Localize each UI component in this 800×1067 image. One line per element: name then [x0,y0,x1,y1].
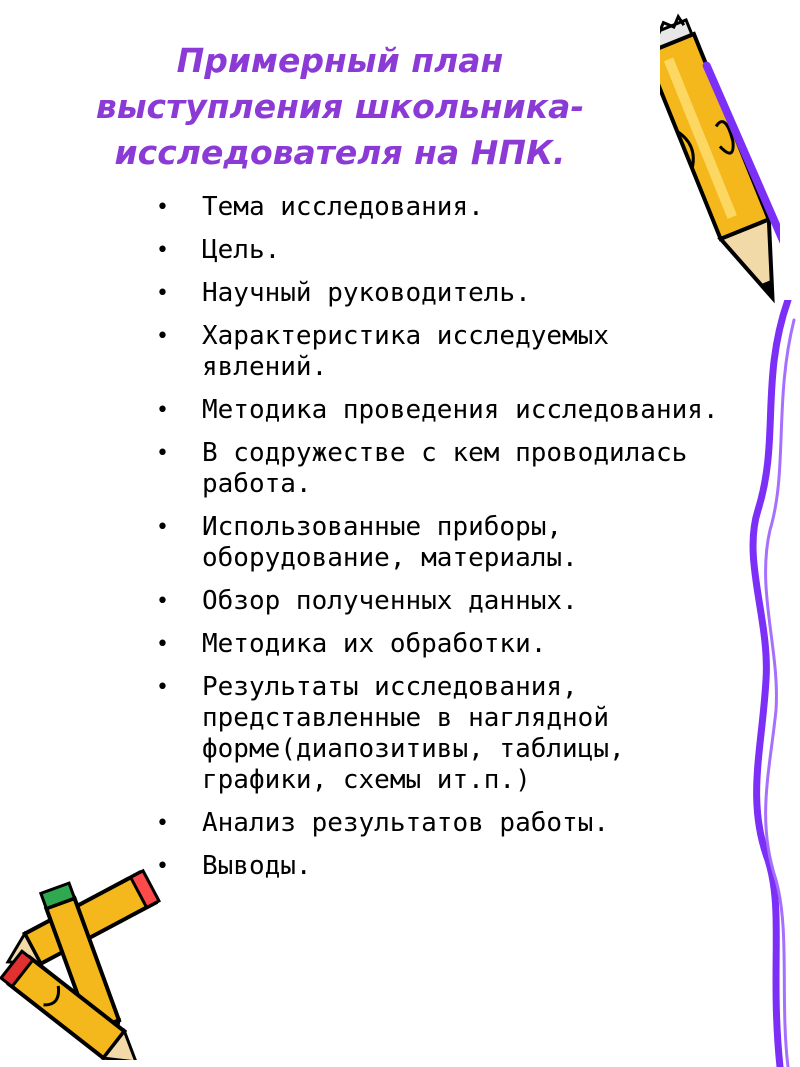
list-item [150,808,750,839]
title-line-2: выступления школьника- [95,87,585,126]
list-item [150,321,750,383]
list-item [150,512,750,574]
list-item [150,395,750,426]
list-item-text: Выводы. [202,851,312,881]
list-item [150,851,750,882]
list-item-text: Методика их обработки. [202,629,547,659]
list-item-text: Научный руководитель. [202,278,531,308]
bullet-icon: • [156,632,169,657]
page-title [60,38,620,176]
bullet-icon: • [156,515,169,540]
bullet-icon: • [156,441,169,466]
list-item-text: Использованные приборы, оборудование, материалы. [202,512,578,573]
list-item-text: Тема исследования. [202,192,484,222]
ribbon-decoration-icon [740,300,800,1067]
pencils-clipart-icon [0,850,170,1060]
list-item-text: Результаты исследования, представленные в наглядной форме(диапозитивы, таблицы, графики, схемы ит.п.) [202,672,625,795]
list-item-text: Цель. [202,235,281,265]
list-item-text: Методика проведения исследования. [202,395,719,425]
bullet-icon: • [156,398,169,423]
bullet-icon: • [156,238,169,263]
bullet-icon: • [156,811,169,836]
list-item-text: Анализ результатов работы. [202,808,609,838]
pencil-clipart-icon [660,8,780,328]
bullet-icon: • [156,854,169,879]
bullet-icon: • [156,281,169,306]
title-line-1: Примерный план [176,41,504,80]
list-item-text: Характеристика исследуемых явлений. [202,321,609,382]
list-item [150,629,750,660]
list-item [150,672,750,796]
title-line-3: исследователя на НПК. [114,133,566,172]
list-item [150,586,750,617]
list-item-text: Обзор полученных данных. [202,586,578,616]
bullet-icon: • [156,675,169,700]
bullet-icon: • [156,324,169,349]
bullet-icon: • [156,195,169,220]
list-item-text: В содружестве с кем проводилась работа. [202,438,688,499]
bullet-icon: • [156,589,169,614]
list-item [150,438,750,500]
